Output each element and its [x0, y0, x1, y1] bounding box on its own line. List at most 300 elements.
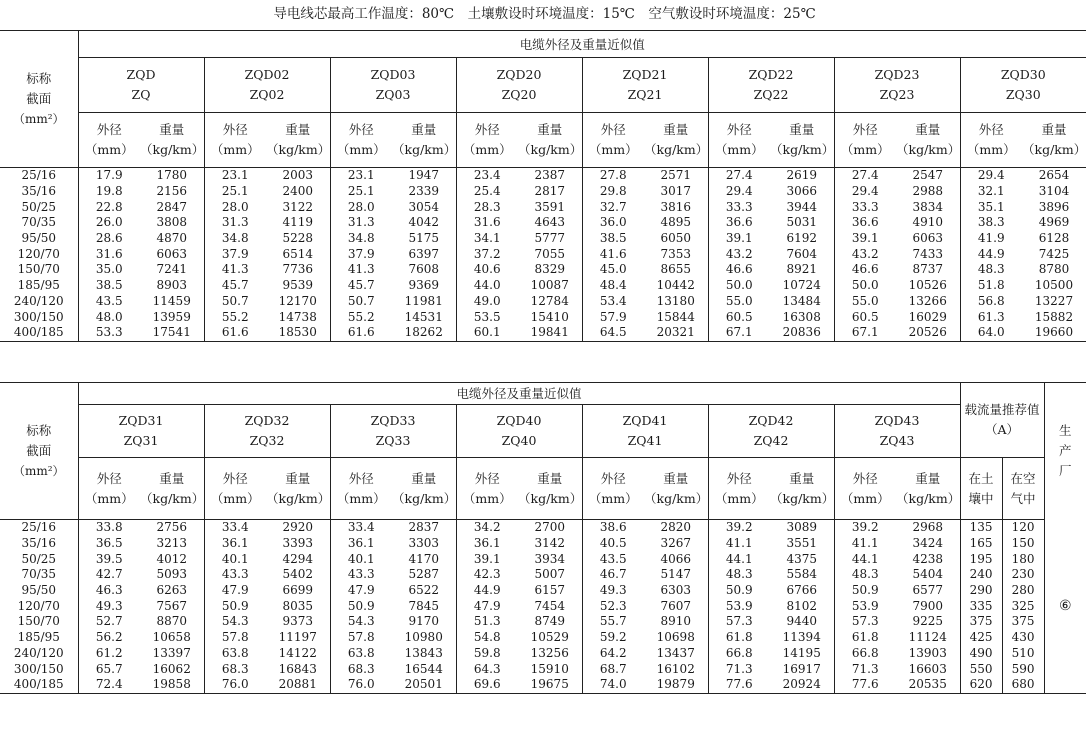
weight-cell: 13843 [404, 645, 443, 660]
od-cell: 50.7 [330, 294, 392, 310]
col-header-od [834, 113, 896, 168]
model-code-top: ZQD31 [118, 413, 164, 428]
od-cell: 64.0 [960, 325, 1022, 341]
weight-unit: （kg/km） [392, 142, 456, 157]
od-cell: 61.6 [204, 325, 266, 341]
cable-table-1 [0, 30, 1086, 342]
weight-cell: 2654 [1038, 168, 1070, 183]
weight-cell: 3551 [786, 536, 818, 551]
weight-cell: 1780 [156, 168, 188, 183]
od-label: 外径 [96, 122, 122, 137]
model-code-top: ZQD23 [874, 67, 920, 82]
weight-unit: （kg/km） [392, 490, 456, 506]
weight-cell: 6699 [282, 583, 314, 598]
od-cell: 44.9 [456, 583, 518, 599]
od-cell: 57.8 [204, 630, 266, 646]
table-row [0, 309, 1086, 325]
od-cell: 63.8 [204, 646, 266, 662]
weight-cell: 10500 [1034, 278, 1074, 293]
cable-table-2 [0, 382, 1086, 694]
weight-cell: 8749 [534, 614, 566, 629]
od-cell: 31.6 [456, 215, 518, 231]
od-cell: 44.9 [960, 246, 1022, 262]
weight-unit: （kg/km） [644, 490, 708, 506]
weight-cell: 13266 [908, 293, 947, 308]
od-unit: （mm） [462, 490, 512, 506]
od-cell: 64.2 [582, 646, 644, 662]
air-label-1: 在空 [1010, 470, 1036, 486]
weight-cell: 8035 [282, 598, 314, 613]
model-code-bottom: ZQ30 [1005, 87, 1041, 102]
weight-cell: 13227 [1034, 293, 1074, 308]
od-cell: 45.7 [204, 278, 266, 294]
weight-cell: 3089 [786, 520, 818, 535]
od-cell: 56.8 [960, 294, 1022, 310]
weight-cell: 12784 [530, 293, 569, 308]
od-unit: （mm） [84, 490, 134, 506]
manufacturer-label-2: 产 [1059, 443, 1072, 459]
weight-cell: 7736 [282, 262, 314, 277]
weight-cell: 7607 [660, 598, 692, 613]
col-header-od [834, 458, 896, 520]
od-cell: 27.4 [708, 168, 770, 184]
model-code-bottom: ZQ42 [753, 433, 789, 448]
weight-cell: 2920 [282, 520, 314, 535]
size-cell: 120/70 [17, 246, 60, 261]
od-cell: 61.8 [708, 630, 770, 646]
od-cell: 47.9 [204, 583, 266, 599]
od-cell: 48.3 [708, 567, 770, 583]
weight-cell: 15844 [656, 309, 695, 324]
weight-cell: 14122 [278, 645, 317, 660]
col-header-weight [140, 458, 204, 520]
od-cell: 44.1 [834, 551, 896, 567]
od-label: 外径 [96, 470, 122, 486]
od-cell: 43.2 [708, 246, 770, 262]
weight-cell: 2003 [282, 168, 314, 183]
od-unit: （mm） [84, 142, 134, 157]
ampacity-soil-cell: 240 [960, 567, 1002, 583]
od-cell: 23.1 [330, 168, 392, 184]
weight-cell: 2156 [156, 184, 188, 199]
ampacity-air-cell: 230 [1002, 567, 1044, 583]
od-cell: 39.2 [708, 520, 770, 536]
col-header-od [204, 458, 266, 520]
col-header-od [204, 113, 266, 168]
od-cell: 37.9 [330, 246, 392, 262]
table-row [0, 246, 1086, 262]
ampacity-soil-cell: 195 [960, 551, 1002, 567]
stub-label-section: 截面 [26, 91, 52, 106]
od-cell: 51.3 [456, 614, 518, 630]
stub-header [0, 31, 78, 168]
ampacity-air-cell: 150 [1002, 536, 1044, 552]
weight-cell: 18262 [392, 325, 456, 341]
od-cell: 38.5 [582, 231, 644, 247]
model-code-bottom: ZQ33 [375, 433, 411, 448]
col-header-od [708, 458, 770, 520]
weight-cell: 13180 [656, 293, 695, 308]
od-cell: 32.7 [582, 199, 644, 215]
weight-cell: 6397 [408, 246, 440, 261]
model-code-bottom: ZQ31 [123, 433, 159, 448]
weight-label: 重量 [789, 122, 815, 137]
table-row [0, 278, 1086, 294]
soil-label-1: 在土 [968, 470, 994, 486]
weight-cell: 10529 [530, 630, 569, 645]
od-cell: 55.7 [582, 614, 644, 630]
weight-cell: 4042 [408, 215, 440, 230]
ampacity-soil-cell: 165 [960, 536, 1002, 552]
weight-label: 重量 [1041, 122, 1067, 137]
od-cell: 41.1 [708, 536, 770, 552]
od-cell: 36.1 [456, 536, 518, 552]
od-cell: 50.0 [708, 278, 770, 294]
od-cell: 33.4 [204, 520, 266, 536]
col-header-weight [392, 113, 456, 168]
od-cell: 28.0 [204, 199, 266, 215]
od-cell: 61.2 [78, 646, 140, 662]
weight-unit: （kg/km） [518, 490, 582, 506]
od-unit: （mm） [588, 490, 638, 506]
weight-cell: 14738 [278, 309, 317, 324]
od-cell: 26.0 [78, 215, 140, 231]
col-header-od [330, 458, 392, 520]
weight-cell: 2387 [534, 168, 566, 183]
ampacity-unit: （A） [985, 422, 1020, 437]
weight-cell: 4870 [156, 231, 188, 246]
weight-cell: 3834 [912, 199, 944, 214]
col-header-weight [644, 458, 708, 520]
weight-cell: 20924 [770, 677, 834, 693]
ampacity-soil-cell: 620 [960, 677, 1002, 693]
od-cell: 71.3 [708, 661, 770, 677]
weight-cell: 11124 [908, 630, 947, 645]
ampacity-soil-cell: 335 [960, 598, 1002, 614]
od-cell: 55.0 [708, 294, 770, 310]
od-cell: 34.2 [456, 520, 518, 536]
weight-cell: 11394 [782, 630, 821, 645]
od-cell: 29.4 [834, 184, 896, 200]
weight-cell: 20881 [266, 677, 330, 693]
model-code-top: ZQD30 [1000, 67, 1046, 82]
od-cell: 36.1 [330, 536, 392, 552]
size-cell: 25/16 [21, 168, 57, 183]
od-cell: 35.1 [960, 199, 1022, 215]
weight-label: 重量 [663, 122, 689, 137]
od-unit: （mm） [840, 490, 890, 506]
od-unit: （mm） [714, 490, 764, 506]
weight-cell: 20836 [770, 325, 834, 341]
weight-cell: 8329 [534, 262, 566, 277]
weight-cell: 16917 [782, 661, 821, 676]
od-cell: 66.8 [834, 646, 896, 662]
weight-cell: 6050 [660, 231, 692, 246]
col-header-weight [518, 113, 582, 168]
ampacity-soil-cell: 550 [960, 661, 1002, 677]
manufacturer-cell: ⑥ [1044, 520, 1086, 694]
model-header [960, 58, 1086, 113]
weight-unit: （kg/km） [770, 490, 834, 506]
weight-cell: 10087 [530, 278, 569, 293]
od-cell: 49.3 [582, 583, 644, 599]
size-cell: 50/25 [21, 551, 57, 566]
weight-cell: 4119 [282, 215, 314, 230]
col-header-od [330, 113, 392, 168]
weight-cell: 6514 [282, 246, 314, 261]
od-unit: （mm） [714, 142, 764, 157]
od-cell: 37.9 [204, 246, 266, 262]
od-cell: 29.8 [582, 184, 644, 200]
weight-cell: 6263 [156, 583, 188, 598]
od-cell: 41.1 [834, 536, 896, 552]
weight-cell: 2339 [408, 184, 440, 199]
weight-label: 重量 [411, 122, 437, 137]
od-cell: 43.5 [78, 294, 140, 310]
size-cell: 120/70 [17, 598, 60, 613]
weight-cell: 20526 [896, 325, 960, 341]
table-row [0, 262, 1086, 278]
od-cell: 48.4 [582, 278, 644, 294]
od-unit: （mm） [210, 142, 260, 157]
od-cell: 63.8 [330, 646, 392, 662]
ampacity-soil-cell: 425 [960, 630, 1002, 646]
ampacity-air-cell: 280 [1002, 583, 1044, 599]
col-header-weight [770, 113, 834, 168]
weight-cell: 5147 [660, 567, 692, 582]
weight-cell: 4643 [534, 215, 566, 230]
weight-cell: 5228 [282, 231, 314, 246]
table-row [0, 677, 1086, 693]
od-cell: 41.9 [960, 231, 1022, 247]
weight-cell: 8737 [912, 262, 944, 277]
od-cell: 27.8 [582, 168, 644, 184]
stub-label-unit: （mm²） [12, 112, 65, 126]
od-cell: 40.5 [582, 536, 644, 552]
weight-cell: 3944 [786, 199, 818, 214]
weight-unit: （kg/km） [770, 142, 834, 157]
weight-cell: 10442 [656, 278, 695, 293]
od-cell: 57.9 [582, 309, 644, 325]
od-cell: 67.1 [834, 325, 896, 341]
model-header [456, 405, 582, 458]
weight-cell: 3104 [1038, 184, 1070, 199]
weight-cell: 2837 [408, 520, 440, 535]
model-code-bottom: ZQ32 [249, 433, 285, 448]
weight-cell: 5584 [786, 567, 818, 582]
col-header-weight [266, 113, 330, 168]
od-cell: 47.9 [330, 583, 392, 599]
model-header [582, 58, 708, 113]
size-cell: 70/35 [21, 215, 57, 230]
weight-cell: 3591 [534, 199, 566, 214]
od-cell: 38.5 [78, 278, 140, 294]
weight-label: 重量 [789, 470, 815, 486]
weight-cell: 5031 [786, 215, 818, 230]
od-cell: 42.3 [456, 567, 518, 583]
od-cell: 45.7 [330, 278, 392, 294]
weight-cell: 4170 [408, 551, 440, 566]
weight-cell: 3816 [660, 199, 692, 214]
ampacity-air-cell: 510 [1002, 646, 1044, 662]
od-unit: （mm） [462, 142, 512, 157]
weight-cell: 2756 [156, 520, 188, 535]
weight-cell: 6522 [408, 583, 440, 598]
od-cell: 39.1 [456, 551, 518, 567]
model-header [456, 58, 582, 113]
od-cell: 36.1 [204, 536, 266, 552]
model-code-top: ZQD43 [874, 413, 920, 428]
ampacity-air-cell: 590 [1002, 661, 1044, 677]
weight-cell: 2988 [912, 184, 944, 199]
weight-cell: 20501 [392, 677, 456, 693]
model-header [834, 405, 960, 458]
od-cell: 50.0 [834, 278, 896, 294]
col-header-od [582, 113, 644, 168]
weight-cell: 3122 [282, 199, 314, 214]
ampacity-soil-cell: 490 [960, 646, 1002, 662]
ampacity-soil-cell: 290 [960, 583, 1002, 599]
od-cell: 28.6 [78, 231, 140, 247]
table-row [0, 215, 1086, 231]
weight-unit: （kg/km） [266, 490, 330, 506]
od-label: 外径 [348, 122, 374, 137]
weight-label: 重量 [285, 470, 311, 486]
od-cell: 45.0 [582, 262, 644, 278]
weight-cell: 15910 [530, 661, 569, 676]
od-cell: 34.1 [456, 231, 518, 247]
size-cell: 70/35 [21, 567, 57, 582]
od-cell: 69.6 [456, 677, 518, 693]
weight-cell: 16029 [908, 309, 947, 324]
weight-cell: 16062 [152, 661, 191, 676]
od-cell: 25.1 [330, 184, 392, 200]
manufacturer-label-3: 厂 [1059, 463, 1072, 479]
od-cell: 51.8 [960, 278, 1022, 294]
od-cell: 36.6 [834, 215, 896, 231]
model-code-bottom: ZQ20 [501, 87, 537, 102]
od-cell: 39.1 [708, 231, 770, 247]
manufacturer-header [1044, 383, 1086, 520]
weight-cell: 11981 [404, 293, 443, 308]
weight-cell: 7241 [156, 262, 188, 277]
weight-cell: 4066 [660, 551, 692, 566]
weight-cell: 8870 [156, 614, 188, 629]
model-code-top: ZQD03 [370, 67, 416, 82]
od-cell: 33.8 [78, 520, 140, 536]
od-cell: 68.7 [582, 661, 644, 677]
size-cell: 25/16 [21, 520, 57, 535]
weight-cell: 9170 [408, 614, 440, 629]
od-label: 外径 [852, 470, 878, 486]
od-cell: 33.4 [330, 520, 392, 536]
od-cell: 46.7 [582, 567, 644, 583]
od-cell: 50.9 [330, 598, 392, 614]
size-cell: 150/70 [17, 614, 60, 629]
od-cell: 46.3 [78, 583, 140, 599]
od-cell: 50.9 [834, 583, 896, 599]
weight-cell: 15882 [1034, 309, 1074, 324]
od-cell: 72.4 [78, 677, 140, 693]
ampacity-header [960, 383, 1044, 458]
model-code-top: ZQD33 [370, 413, 416, 428]
model-header [708, 58, 834, 113]
weight-cell: 1947 [408, 168, 440, 183]
od-cell: 53.9 [834, 598, 896, 614]
od-cell: 31.3 [204, 215, 266, 231]
weight-unit: （kg/km） [518, 142, 582, 157]
od-cell: 65.7 [78, 661, 140, 677]
table-row [0, 231, 1086, 247]
weight-cell: 3808 [156, 215, 188, 230]
od-cell: 53.3 [78, 325, 140, 341]
weight-label: 重量 [159, 470, 185, 486]
weight-cell: 11197 [278, 630, 317, 645]
size-cell: 240/120 [13, 645, 64, 660]
weight-unit: （kg/km） [140, 142, 204, 157]
od-cell: 43.5 [582, 551, 644, 567]
od-cell: 23.1 [204, 168, 266, 184]
table-row [0, 567, 1086, 583]
model-code-bottom: ZQ22 [753, 87, 789, 102]
weight-cell: 8655 [660, 262, 692, 277]
col-header-weight [1022, 113, 1086, 168]
ampacity-air-cell: 375 [1002, 614, 1044, 630]
weight-cell: 5404 [912, 567, 944, 582]
weight-cell: 3424 [912, 536, 944, 551]
od-cell: 64.5 [582, 325, 644, 341]
od-unit: （mm） [966, 142, 1016, 157]
od-cell: 33.3 [834, 199, 896, 215]
od-cell: 36.0 [582, 215, 644, 231]
od-cell: 39.5 [78, 551, 140, 567]
weight-cell: 5007 [534, 567, 566, 582]
od-unit: （mm） [336, 142, 386, 157]
weight-cell: 17541 [140, 325, 204, 341]
model-code-bottom: ZQ43 [879, 433, 915, 448]
col-header-od [456, 458, 518, 520]
col-header-weight [518, 458, 582, 520]
weight-cell: 13256 [530, 645, 569, 660]
od-cell: 46.6 [708, 262, 770, 278]
col-header-weight [392, 458, 456, 520]
table-row [0, 598, 1086, 614]
od-cell: 59.8 [456, 646, 518, 662]
group-title: 电缆外径及重量近似值 [78, 383, 960, 405]
weight-cell: 4375 [786, 551, 818, 566]
od-label: 外径 [852, 122, 878, 137]
col-header-air [1002, 458, 1044, 520]
weight-cell: 14531 [404, 309, 443, 324]
od-label: 外径 [726, 470, 752, 486]
weight-cell: 2400 [282, 184, 314, 199]
weight-cell: 9225 [912, 614, 944, 629]
size-cell: 95/50 [21, 583, 57, 598]
od-cell: 31.6 [78, 246, 140, 262]
weight-cell: 14195 [782, 645, 821, 660]
weight-cell: 7604 [786, 246, 818, 261]
weight-cell: 19879 [644, 677, 708, 693]
model-header [204, 405, 330, 458]
od-cell: 60.5 [834, 309, 896, 325]
weight-cell: 2817 [534, 184, 566, 199]
od-cell: 76.0 [330, 677, 392, 693]
weight-cell: 9373 [282, 614, 314, 629]
ampacity-air-cell: 325 [1002, 598, 1044, 614]
od-cell: 61.3 [960, 309, 1022, 325]
od-cell: 22.8 [78, 199, 140, 215]
od-unit: （mm） [210, 490, 260, 506]
